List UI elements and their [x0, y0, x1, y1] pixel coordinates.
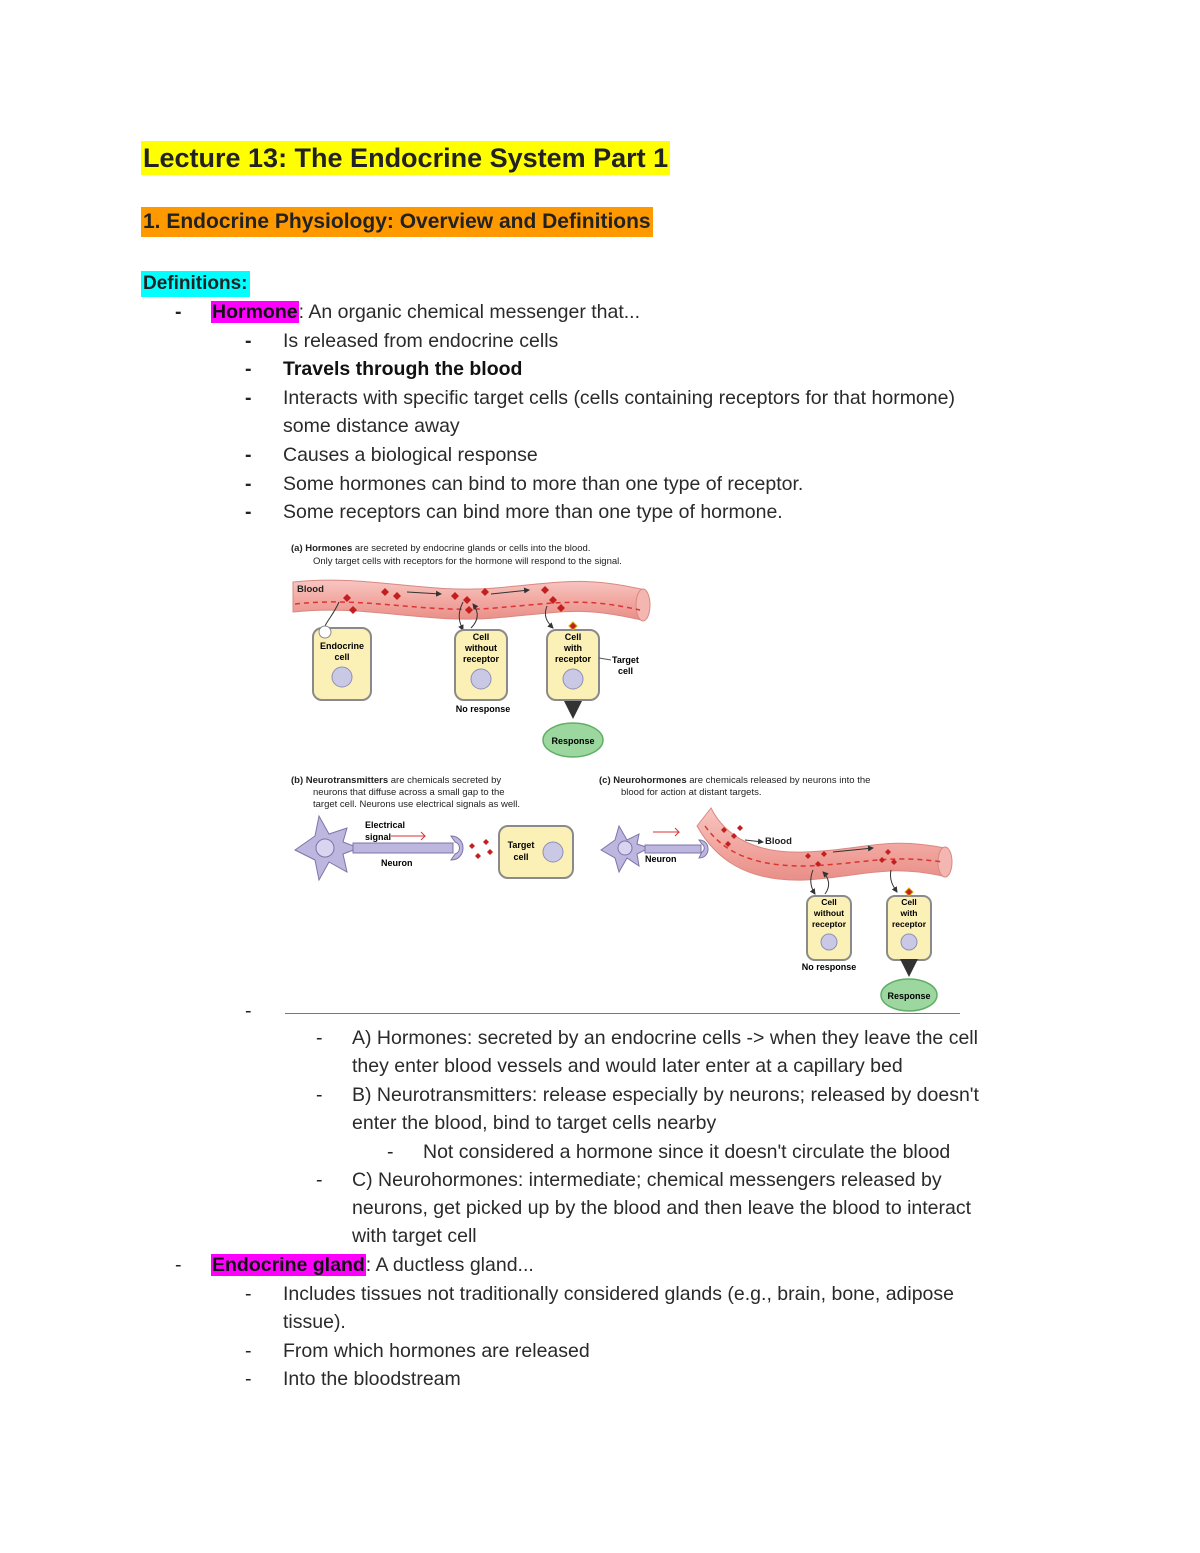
hormone-point-continued: some distance away [283, 415, 460, 437]
bullet-dash: - [245, 330, 252, 352]
cell-without-receptor-c [802, 870, 857, 972]
bullet-dash: - [387, 1141, 394, 1163]
bullet-dash: - [245, 1340, 252, 1362]
note-b-line1: B) Neurotransmitters: release especially by neurons; released by doesn't [352, 1084, 979, 1106]
svg-text:Cell: Cell [472, 632, 490, 642]
hormone-point: Causes a biological response [283, 444, 538, 466]
endocrine-gland-definition [211, 1252, 534, 1278]
blood-vessel-c [697, 808, 952, 880]
bullet-dash: - [245, 1000, 252, 1022]
figure-a-caption: (a) Hormones are secreted by endocrine glands or cells into the blood. [291, 543, 591, 554]
svg-text:Target: Target [507, 840, 535, 850]
neurotransmitter-molecules [469, 839, 493, 859]
svg-text:with: with [900, 908, 918, 918]
svg-text:receptor: receptor [462, 654, 500, 664]
figure-c-caption-line2: blood for action at distant targets. [621, 787, 762, 798]
no-response-label-c: No response [801, 962, 857, 972]
svg-text:Cell: Cell [821, 897, 837, 907]
section-heading: 1. Endocrine Physiology: Overview and Definitions [141, 207, 653, 237]
svg-text:cell: cell [618, 666, 634, 676]
no-response-label-a: No response [455, 704, 511, 714]
cell-with-receptor-a [543, 606, 639, 757]
bullet-dash: - [245, 387, 252, 409]
neuron-c [601, 826, 708, 872]
hormone-definition [211, 299, 640, 325]
svg-text:Electrical: Electrical [365, 820, 406, 830]
endocrine-gland-definition-text: : A ductless gland... [365, 1254, 534, 1276]
note-c-line2: neurons, get picked up by the blood and then leave the blood to interact [352, 1197, 972, 1219]
bullet-dash: - [245, 473, 252, 495]
figure-divider [285, 1013, 960, 1014]
svg-text:Cell: Cell [564, 632, 582, 642]
svg-text:cell: cell [513, 852, 529, 862]
note-c-line3: with target cell [352, 1225, 477, 1247]
note-a-line2: they enter blood vessels and would later enter at a capillary bed [352, 1055, 903, 1077]
blood-label-c: Blood [765, 836, 792, 847]
svg-text:without: without [465, 643, 497, 653]
hormone-point-bold: Travels through the blood [283, 358, 523, 380]
note-a-line1: A) Hormones: secreted by an endocrine cells -> when they leave the cell [352, 1027, 978, 1049]
svg-text:receptor: receptor [891, 919, 927, 929]
svg-text:Target: Target [612, 655, 639, 665]
response-label-a: Response [551, 736, 595, 746]
note-b-line2: enter the blood, bind to target cells nearby [352, 1112, 717, 1134]
hormone-definition-text: : An organic chemical messenger that... [298, 301, 641, 323]
bullet-dash: - [316, 1084, 323, 1106]
bullet-dash: - [245, 358, 252, 380]
svg-text:Cell: Cell [901, 897, 917, 907]
hormone-term: Hormone [212, 301, 298, 323]
figure-a-caption-line2: Only target cells with receptors for the hormone will respond to the signal. [313, 556, 622, 567]
bullet-dash: - [245, 501, 252, 523]
cell-with-receptor-c [881, 870, 937, 1011]
bullet-dash: - [316, 1027, 323, 1049]
gland-point: From which hormones are released [283, 1340, 590, 1362]
bullet-dash: - [316, 1169, 323, 1191]
hormone-point: Is released from endocrine cells [283, 330, 559, 352]
target-cell-b [499, 826, 573, 878]
bullet-dash: - [245, 1368, 252, 1390]
bullet-dash: - [175, 301, 182, 323]
svg-text:Endocrine: Endocrine [319, 641, 365, 651]
svg-text:receptor: receptor [811, 919, 847, 929]
hormone-point: Some hormones can bind to more than one type of receptor. [283, 473, 804, 495]
gland-point-continued: tissue). [283, 1311, 346, 1333]
note-c-line1: C) Neurohormones: intermediate; chemical messengers released by [352, 1169, 942, 1191]
figure-b-caption: (b) Neurotransmitters are chemicals secreted by [291, 775, 502, 786]
bullet-dash: - [175, 1254, 182, 1276]
blood-label: Blood [297, 584, 324, 595]
hormone-signaling-figure [285, 536, 965, 1016]
note-b-sub: Not considered a hormone since it doesn't circulate the blood [423, 1141, 951, 1163]
svg-text:cell: cell [334, 652, 350, 662]
page-title: Lecture 13: The Endocrine System Part 1 [143, 143, 669, 173]
endocrine-gland-term: Endocrine gland [212, 1254, 365, 1276]
hormone-point: Some receptors can bind more than one type of hormone. [283, 501, 783, 523]
bullet-dash: - [245, 1283, 252, 1305]
svg-text:with: with [564, 643, 582, 653]
hormone-point: Interacts with specific target cells (cells containing receptors for that hormone) [283, 387, 955, 409]
gland-point: Includes tissues not traditionally considered glands (e.g., brain, bone, adipose [283, 1283, 954, 1305]
gland-point: Into the bloodstream [283, 1368, 461, 1390]
svg-text:receptor: receptor [554, 654, 592, 664]
figure-c-caption: (c) Neurohormones are chemicals released by neurons into the [599, 775, 871, 786]
endocrine-cell [313, 602, 371, 700]
svg-text:signal: signal [365, 832, 392, 842]
response-label-c: Response [887, 991, 931, 1001]
neuron-label-c: Neuron [645, 854, 677, 864]
neuron-b [295, 816, 463, 880]
figure-b-caption-line3: target cell. Neurons use electrical signals as well. [313, 799, 520, 810]
bullet-dash: - [245, 444, 252, 466]
neuron-label-b: Neuron [381, 858, 413, 868]
figure-b-caption-line2: neurons that diffuse across a small gap to the [313, 787, 505, 798]
definitions-label: Definitions: [141, 271, 250, 297]
svg-text:without: without [813, 908, 845, 918]
